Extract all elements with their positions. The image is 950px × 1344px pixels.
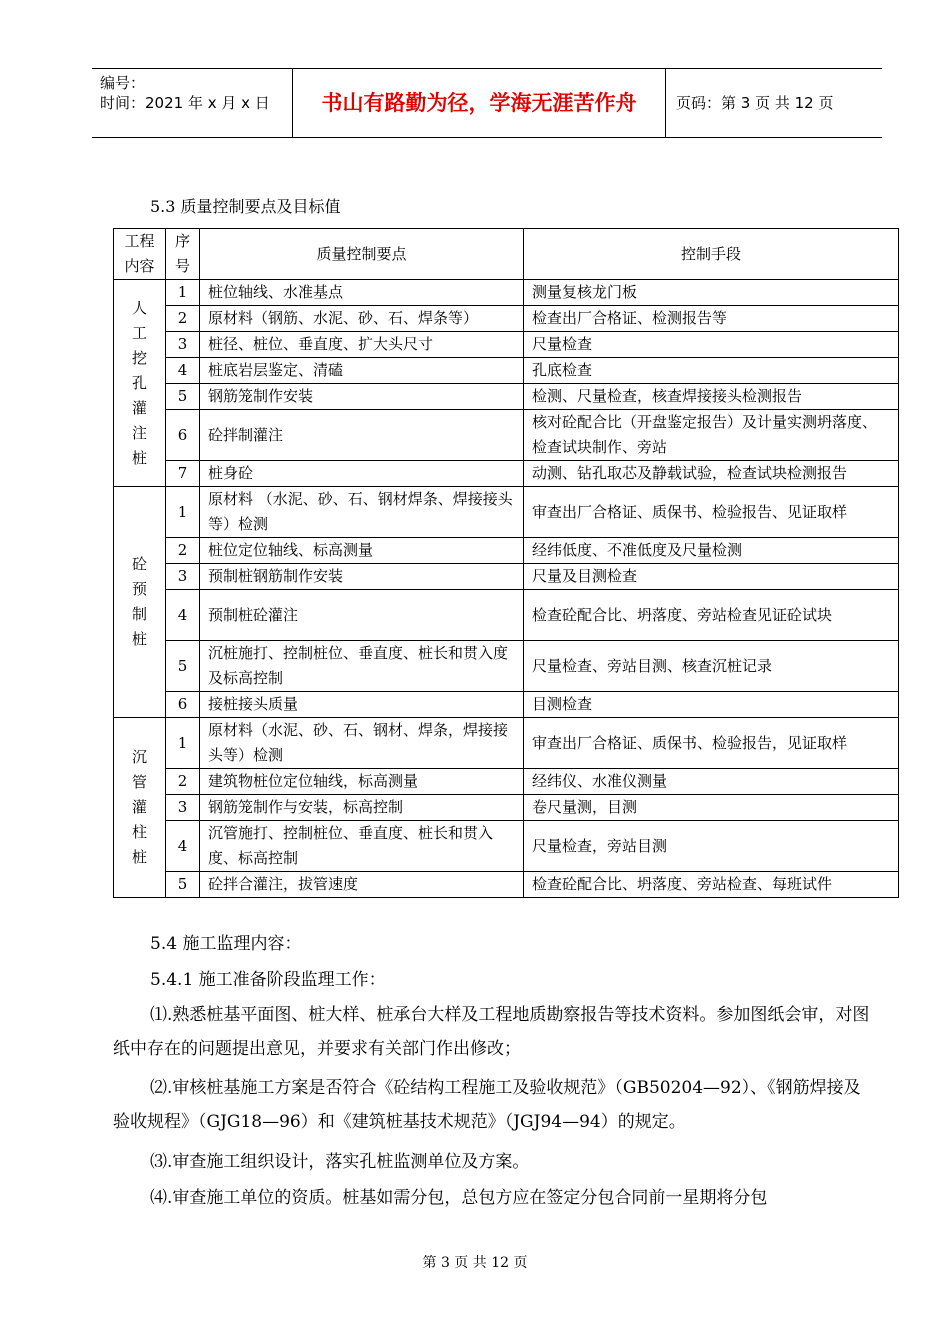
table-row bbox=[114, 384, 899, 410]
category-cell: 砼预制桩 bbox=[114, 487, 166, 718]
control-means-cell: 核对砼配合比（开盘鉴定报告）及计量实测坍落度、检查试块制作、旁站 bbox=[524, 410, 899, 461]
control-point-cell: 建筑物桩位定位轴线，标高测量 bbox=[200, 769, 524, 795]
number-label: 编号： bbox=[100, 74, 146, 92]
table-row bbox=[114, 564, 899, 590]
control-means-cell: 尺量及目测检查 bbox=[524, 564, 899, 590]
control-means-cell: 动测、钻孔取芯及静载试验，检查试块检测报告 bbox=[524, 461, 899, 487]
control-point-cell: 桩底岩层鉴定、清磕 bbox=[200, 358, 524, 384]
seq-cell: 2 bbox=[166, 769, 200, 795]
header-category: 工程内容 bbox=[114, 229, 166, 280]
control-means-cell: 卷尺量测，目测 bbox=[524, 795, 899, 821]
seq-cell: 5 bbox=[166, 872, 200, 898]
seq-cell: 1 bbox=[166, 487, 200, 538]
seq-cell: 6 bbox=[166, 410, 200, 461]
section-5-4-1-heading: 5.4.1 施工准备阶段监理工作： bbox=[150, 970, 386, 990]
header-seq: 序号 bbox=[166, 229, 200, 280]
table-row bbox=[114, 461, 899, 487]
category-cell: 沉管灌柱桩 bbox=[114, 718, 166, 898]
table-row bbox=[114, 410, 899, 461]
table-row bbox=[114, 538, 899, 564]
seq-cell: 4 bbox=[166, 821, 200, 872]
control-means-cell: 目测检查 bbox=[524, 692, 899, 718]
control-point-cell: 桩径、桩位、垂直度、扩大头尺寸 bbox=[200, 332, 524, 358]
table-row bbox=[114, 487, 899, 538]
header-control-point: 质量控制要点 bbox=[200, 229, 524, 280]
control-means-cell: 审查出厂合格证、质保书、检验报告，见证取样 bbox=[524, 718, 899, 769]
control-point-cell: 砼拌合灌注，拔管速度 bbox=[200, 872, 524, 898]
control-point-cell: 沉管施打、控制桩位、垂直度、桩长和贯入度、标高控制 bbox=[200, 821, 524, 872]
control-means-cell: 检查出厂合格证、检测报告等 bbox=[524, 306, 899, 332]
table-row bbox=[114, 358, 899, 384]
control-means-cell: 尺量检查、旁站目测、核查沉桩记录 bbox=[524, 641, 899, 692]
control-means-cell: 经纬仪、水准仪测量 bbox=[524, 769, 899, 795]
seq-cell: 2 bbox=[166, 306, 200, 332]
page-header bbox=[92, 68, 882, 138]
table-row bbox=[114, 718, 899, 769]
table-row bbox=[114, 769, 899, 795]
table-header-row bbox=[114, 229, 899, 280]
control-point-cell: 沉桩施打、控制桩位、垂直度、桩长和贯入度及标高控制 bbox=[200, 641, 524, 692]
category-cell: 人工挖孔灌注桩 bbox=[114, 280, 166, 487]
table-row bbox=[114, 795, 899, 821]
table-row bbox=[114, 280, 899, 306]
table-row bbox=[114, 332, 899, 358]
table-row bbox=[114, 872, 899, 898]
seq-cell: 3 bbox=[166, 564, 200, 590]
page-footer: 第 3 页 共 12 页 bbox=[422, 1255, 528, 1271]
control-point-cell: 钢筋笼制作与安装，标高控制 bbox=[200, 795, 524, 821]
control-means-cell: 检查砼配合比、坍落度、旁站检查见证砼试块 bbox=[524, 590, 899, 641]
seq-cell: 1 bbox=[166, 280, 200, 306]
header-page-number: 页码：第 3 页 共 12 页 bbox=[676, 94, 834, 112]
paragraph-3: ⑶.审查施工组织设计，落实孔桩监测单位及方案。 bbox=[150, 1152, 530, 1172]
paragraph-1: ⑴.熟悉桩基平面图、桩大样、桩承台大样及工程地质勘察报告等技术资料。参加图纸会审，对图纸中存在的问题提出意见，并要求有关部门作出修改； bbox=[113, 1005, 870, 1059]
control-point-cell: 桩位轴线、水准基点 bbox=[200, 280, 524, 306]
header-motto: 书山有路勤为径，学海无涯苦作舟 bbox=[321, 91, 637, 115]
control-point-cell: 预制桩钢筋制作安装 bbox=[200, 564, 524, 590]
control-means-cell: 尺量检查 bbox=[524, 332, 899, 358]
time-label: 时间：2021 年 x 月 x 日 bbox=[100, 94, 270, 112]
control-point-cell: 桩位定位轴线、标高测量 bbox=[200, 538, 524, 564]
table-row bbox=[114, 692, 899, 718]
seq-cell: 5 bbox=[166, 384, 200, 410]
control-means-cell: 经纬低度、不准低度及尺量检测 bbox=[524, 538, 899, 564]
header-control-means: 控制手段 bbox=[524, 229, 899, 280]
seq-cell: 4 bbox=[166, 590, 200, 641]
table-row bbox=[114, 641, 899, 692]
control-point-cell: 原材料（钢筋、水泥、砂、石、焊条等） bbox=[200, 306, 524, 332]
control-point-cell: 原材料（水泥、砂、石、钢材、焊条，焊接接头等）检测 bbox=[200, 718, 524, 769]
seq-cell: 2 bbox=[166, 538, 200, 564]
section-title: 5.3 质量控制要点及目标值 bbox=[150, 197, 341, 216]
control-point-cell: 桩身砼 bbox=[200, 461, 524, 487]
table-row bbox=[114, 306, 899, 332]
control-means-cell: 审查出厂合格证、质保书、检验报告、见证取样 bbox=[524, 487, 899, 538]
control-point-cell: 原材料 （水泥、砂、石、钢材焊条、焊接接头等）检测 bbox=[200, 487, 524, 538]
control-point-cell: 预制桩砼灌注 bbox=[200, 590, 524, 641]
control-means-cell: 尺量检查，旁站目测 bbox=[524, 821, 899, 872]
seq-cell: 1 bbox=[166, 718, 200, 769]
seq-cell: 6 bbox=[166, 692, 200, 718]
control-means-cell: 检测、尺量检查，核查焊接接头检测报告 bbox=[524, 384, 899, 410]
seq-cell: 5 bbox=[166, 641, 200, 692]
control-means-cell: 孔底检查 bbox=[524, 358, 899, 384]
control-point-cell: 接桩接头质量 bbox=[200, 692, 524, 718]
paragraph-4: ⑷.审查施工单位的资质。桩基如需分包，总包方应在签定分包合同前一星期将分包 bbox=[150, 1188, 768, 1208]
control-point-cell: 砼拌制灌注 bbox=[200, 410, 524, 461]
header-divider bbox=[665, 69, 666, 137]
header-meta bbox=[100, 69, 290, 137]
paragraph-2: ⑵.审核桩基施工方案是否符合《砼结构工程施工及验收规范》（GB50204—92）、《钢筋焊接及验收规程》（GJG18—96）和《建筑桩基技术规范》（JGJ94—94）的规定。 bbox=[113, 1078, 861, 1132]
seq-cell: 3 bbox=[166, 332, 200, 358]
control-means-cell: 检查砼配合比、坍落度、旁站检查、每班试件 bbox=[524, 872, 899, 898]
control-point-cell: 钢筋笼制作安装 bbox=[200, 384, 524, 410]
seq-cell: 3 bbox=[166, 795, 200, 821]
table-row bbox=[114, 590, 899, 641]
table-row bbox=[114, 821, 899, 872]
control-means-cell: 测量复核龙门板 bbox=[524, 280, 899, 306]
seq-cell: 7 bbox=[166, 461, 200, 487]
seq-cell: 4 bbox=[166, 358, 200, 384]
quality-control-table bbox=[113, 228, 899, 898]
section-5-4-heading: 5.4 施工监理内容： bbox=[150, 934, 302, 954]
